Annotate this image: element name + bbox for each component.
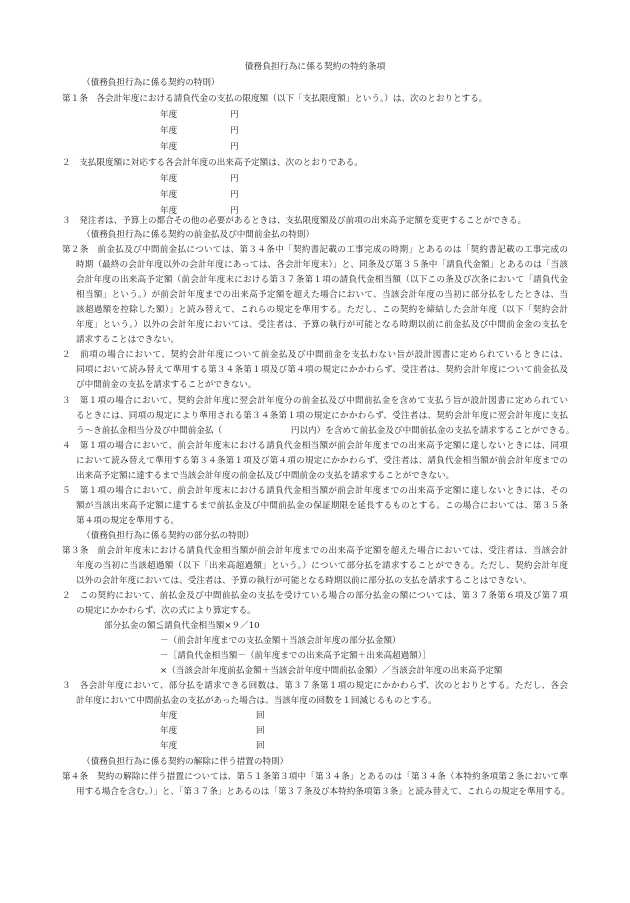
year-label: 年度	[160, 726, 178, 736]
article-3-line: 第３条 前会計年度末における請負代金相当額が前会計年度までの出来高予定額を超えた場合においては、受注者は、当該会計	[62, 546, 568, 556]
article-2-para-4-line: ４ 第１項の場合において、前会計年度末における請負代金相当額が前会計年度までの出来高予定額に達しないときには、同項	[62, 441, 568, 451]
article-4-line: 用する場合を含む。）」と、「第３７条」とあるのは「第３７条及び本特約条項第３条」と読み替えて、これらの規定を準用する。	[76, 787, 570, 797]
section-heading-3: （債務負担行為に係る契約の部分払の特則）	[82, 531, 254, 541]
unit-label: 回	[256, 711, 265, 721]
article-2-para-3-line: う〜き前払金相当分及び中間前金払（ 円以内）を含めて前払金及び中間前払金の支払を請求することができる。	[76, 426, 575, 436]
unit-label: 回	[256, 726, 265, 736]
article-3-line: 年度の当初に当該超過額（以下「出来高超過額」という。）について部分払を請求することができる。ただし、契約会計年度	[76, 561, 568, 571]
article-3-para-3-line: 計年度において中間前払金の支払があった場合は、当該年度の回数を１回減じるものとする。	[76, 696, 437, 706]
article-2-line: 該超過額を控除した額）」と読み替えて、これらの規定を準用する。ただし、この契約を締結した会計年度（以下「契約会計	[76, 305, 568, 315]
article-3-para-2-line: の規定にかかわらず、次の式により算定する。	[76, 606, 256, 616]
article-2-para-5-line: 第４項の規定を準用する。	[76, 516, 180, 526]
article-3-line: 以外の会計年度においては、受注者は、予算の執行が可能となる時期以前に部分払の支払を請求することはできない。	[76, 576, 532, 586]
section-heading-2: （債務負担行為に係る契約の前金払及び中間前金払の特則）	[82, 230, 315, 240]
article-2-line: 相当額」という。）が前会計年度までの出来高予定額を超えた場合において、当該会計年度の当初に部分払をしたときは、当	[76, 290, 568, 300]
article-1-paragraph-3: ３ 発注者は、予算上の都合その他の必要があるときは、支払限度額及び前項の出来高予定額を変更することができる。	[62, 216, 527, 226]
formula-line: ×（当該会計年度前払金額＋当該会計年度中間前払金額）／当該会計年度の出来高予定額	[160, 666, 503, 676]
unit-label: 円	[230, 110, 239, 120]
unit-label: 円	[230, 206, 239, 216]
year-label: 年度	[160, 126, 178, 136]
article-2-para-5-line: 額が当該出来高予定額に達するまで前払金及び中間前払金の保証期限を延長するものとする。この場合においては、第３５条	[76, 501, 568, 511]
year-label: 年度	[160, 206, 178, 216]
year-label: 年度	[160, 741, 178, 751]
year-label: 年度	[160, 142, 178, 152]
unit-label: 回	[256, 741, 265, 751]
article-2-line: 年度」という。）以外の会計年度においては、受注者は、予算の執行が可能となる時期以前に前金払及び中間前金金の支払を	[76, 320, 568, 330]
article-2-line: 請求することはできない。	[76, 335, 180, 345]
year-label: 年度	[160, 110, 178, 120]
article-1-paragraph-2: ２ 支払限度額に対応する各会計年度の出来高予定額は、次のとおりである。	[62, 158, 363, 168]
unit-label: 円	[230, 126, 239, 136]
article-3-para-2-line: ２ この契約において、前払金及び中間前払金の支払を受けている場合の部分払金の額については、第３７条第６項及び第７項	[62, 591, 568, 601]
article-2-para-2-line: ２ 前項の場合において、契約会計年度について前金払及び中間前金を支払わない旨が設計図書に定められているときには、	[62, 350, 568, 360]
document-title: 債務負担行為に係る契約の特約条項	[244, 62, 386, 72]
article-2-para-2-line: 同項において読み替えて準用する第３４条第１項及び第４項の規定にかかわらず、受注者は、契約会計年度について前金払及	[76, 365, 568, 375]
article-2-para-3-line: ３ 第１項の場合において、契約会計年度に翌会計年度分の前金払及び中間前払金を含めて支払う旨が設計図書に定められてい	[62, 396, 568, 406]
unit-label: 円	[230, 190, 239, 200]
section-heading-4: （債務負担行為に係る契約の解除に伴う措置の特則）	[82, 757, 289, 767]
formula-line: －［請負代金相当額－（前年度までの出来高予定額＋出来高超過額）］	[160, 651, 431, 661]
article-2-para-4-line: 出来高予定額に達するまで当該会計年度の前金払及び中間前金の支払を請求することができない。	[76, 471, 455, 481]
year-label: 年度	[160, 711, 178, 721]
section-heading-1: （債務負担行為に係る契約の特則）	[82, 78, 220, 88]
year-label: 年度	[160, 190, 178, 200]
article-2-para-3-line: るときには、同項の規定により準用される第３４条第１項の規定にかかわらず、受注者は、契約会計年度に翌会計年度に支払	[76, 411, 568, 421]
year-label: 年度	[160, 174, 178, 184]
unit-label: 円	[230, 174, 239, 184]
article-3-para-3-line: ３ 各会計年度において、部分払を請求できる回数は、第３７条第１項の規定にかかわらず、次のとおりとする。ただし、各会	[62, 681, 568, 691]
article-1-paragraph-1: 第１条 各会計年度における請負代金の支払の限度額（以下「支払限度額」という。）は、次のとおりとする。	[62, 94, 488, 104]
formula-line: －（前会計年度までの支払金額＋当該会計年度の部分払金額）	[160, 636, 401, 646]
unit-label: 円	[230, 142, 239, 152]
article-2-para-5-line: ５ 第１項の場合において、前会計年度末における請負代金相当額が前会計年度までの出来高予定額に達しないときには、その	[62, 486, 568, 496]
article-2-para-4-line: において読み替えて準用する第３４条第１項及び第４項の規定にかかわらず、受注者は、請負代金相当額が前会計年度までの	[76, 456, 568, 466]
article-2-line: 第２条 前金払及び中間前金払については、第３４条中「契約書記載の工事完成の時期」とあるのは「契約書記載の工事完成の	[62, 245, 568, 255]
article-2-para-2-line: び中間前金の支払を請求することができない。	[76, 380, 257, 390]
formula-line: 部分払金の額≦請負代金相当額×９／10	[104, 621, 260, 631]
article-4-line: 第４条 契約の解除に伴う措置については、第５１条第３項中「第３４条」とあるのは「第３４条（本特約条項第２条において準	[62, 772, 568, 782]
article-2-line: 時期（最終の会計年度以外の会計年度にあっては、各会計年度末）」と、同条及び第３５条中「請負代金額」とあるのは「当該	[76, 260, 568, 270]
article-2-line: 会計年度の出来高予定額（前会計年度末における第３７条第１項の請負代金相当額（以下この条及び次条において「請負代金	[76, 275, 568, 285]
